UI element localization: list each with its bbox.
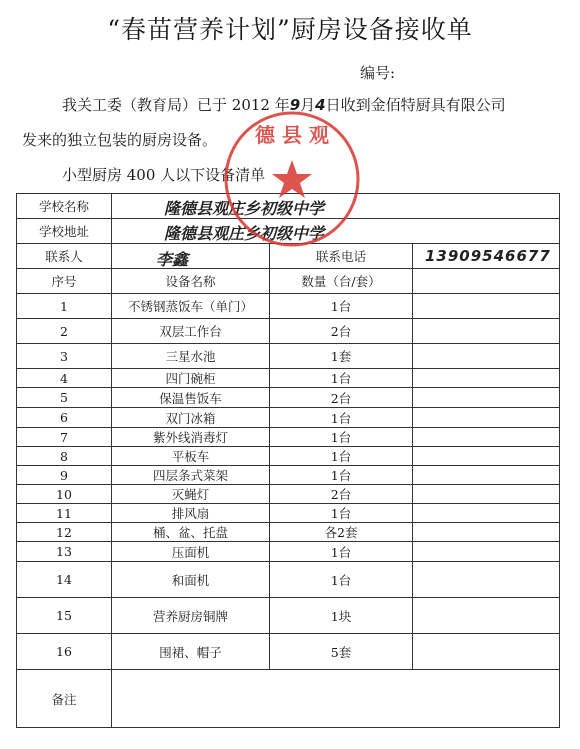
row-index: 8 [17, 447, 112, 466]
equipment-table [16, 193, 560, 728]
row-equipment-name: 保温售饭车 [112, 388, 270, 408]
row-equipment-name: 压面机 [112, 542, 270, 562]
phone-value: 13909546677 [425, 247, 551, 265]
row-index: 4 [17, 369, 112, 388]
school-name-row [17, 194, 560, 219]
row-quantity: 1套 [270, 344, 413, 369]
row-quantity: 1台 [270, 466, 413, 485]
row-index: 9 [17, 466, 112, 485]
row-quantity: 1台 [270, 504, 413, 523]
row-blank [413, 408, 560, 428]
row-index: 15 [17, 598, 112, 634]
header-quantity: 数量（台/套） [270, 269, 413, 294]
row-blank [413, 319, 560, 344]
row-index: 16 [17, 634, 112, 670]
row-equipment-name: 灭蝇灯 [112, 485, 270, 504]
row-quantity: 1台 [270, 428, 413, 447]
table-row [17, 344, 560, 369]
row-equipment-name: 四层条式菜架 [112, 466, 270, 485]
row-equipment-name: 平板车 [112, 447, 270, 466]
row-quantity: 1台 [270, 408, 413, 428]
row-equipment-name: 营养厨房铜牌 [112, 598, 270, 634]
serial-number-label: 编号: [360, 64, 396, 82]
row-index: 3 [17, 344, 112, 369]
contact-value: 李鑫 [156, 250, 189, 269]
row-index: 11 [17, 504, 112, 523]
row-quantity: 1台 [270, 369, 413, 388]
row-index: 13 [17, 542, 112, 562]
header-equipment-name: 设备名称 [112, 269, 270, 294]
table-row [17, 408, 560, 428]
school-address-row [17, 219, 560, 244]
row-blank [413, 344, 560, 369]
row-equipment-name: 和面机 [112, 562, 270, 598]
row-quantity: 1台 [270, 294, 413, 319]
table-row [17, 319, 560, 344]
phone-value-cell [413, 244, 560, 269]
row-index: 1 [17, 294, 112, 319]
row-blank [413, 598, 560, 634]
row-blank [413, 542, 560, 562]
contact-value-cell [112, 244, 270, 269]
row-blank [413, 504, 560, 523]
remarks-label: 备注 [17, 670, 112, 728]
remarks-row [17, 670, 560, 728]
row-index: 2 [17, 319, 112, 344]
row-equipment-name: 围裙、帽子 [112, 634, 270, 670]
row-blank [413, 369, 560, 388]
row-equipment-name: 紫外线消毒灯 [112, 428, 270, 447]
row-blank [413, 485, 560, 504]
row-blank [413, 294, 560, 319]
row-quantity: 各2套 [270, 523, 413, 542]
intro-month-text: 月 [300, 96, 316, 114]
row-index: 6 [17, 408, 112, 428]
row-equipment-name: 桶、盆、托盘 [112, 523, 270, 542]
row-index: 12 [17, 523, 112, 542]
school-address-label: 学校地址 [17, 219, 112, 244]
table-row [17, 504, 560, 523]
intro-suffix: 日收到金佰特厨具有限公司 [325, 96, 506, 114]
table-row [17, 369, 560, 388]
row-quantity: 1台 [270, 542, 413, 562]
table-row [17, 634, 560, 670]
handwritten-month: 9 [289, 96, 301, 114]
contact-row [17, 244, 560, 269]
intro-line-1 [62, 94, 506, 115]
row-quantity: 1块 [270, 598, 413, 634]
row-blank [413, 428, 560, 447]
table-row [17, 447, 560, 466]
row-equipment-name: 排风扇 [112, 504, 270, 523]
row-quantity: 2台 [270, 388, 413, 408]
remarks-value [112, 670, 560, 728]
table-row [17, 294, 560, 319]
row-quantity: 1台 [270, 447, 413, 466]
school-name-label: 学校名称 [17, 194, 112, 219]
school-address-value: 隆德县观庄乡初级中学 [164, 224, 325, 243]
school-name-value: 隆德县观庄乡初级中学 [164, 199, 325, 218]
row-quantity: 1台 [270, 562, 413, 598]
table-row [17, 562, 560, 598]
table-row [17, 523, 560, 542]
row-quantity: 5套 [270, 634, 413, 670]
handwritten-day: 4 [315, 96, 326, 114]
row-index: 10 [17, 485, 112, 504]
header-row [17, 269, 560, 294]
row-quantity: 2台 [270, 319, 413, 344]
row-index: 5 [17, 388, 112, 408]
seal-text: 德 县 观 [255, 123, 329, 147]
contact-label: 联系人 [17, 244, 112, 269]
form-title: “春苗营养计划”厨房设备接收单 [107, 15, 473, 44]
row-blank [413, 388, 560, 408]
row-index: 14 [17, 562, 112, 598]
table-row [17, 485, 560, 504]
table-row [17, 542, 560, 562]
intro-prefix: 我关工委（教育局）已于 2012 年 [62, 96, 290, 114]
row-equipment-name: 双门冰箱 [112, 408, 270, 428]
row-equipment-name: 四门碗柜 [112, 369, 270, 388]
row-quantity: 2台 [270, 485, 413, 504]
school-address-value-cell [112, 219, 560, 244]
row-blank [413, 634, 560, 670]
phone-label: 联系电话 [270, 244, 413, 269]
header-blank [413, 269, 560, 294]
table-row [17, 466, 560, 485]
intro-line-2: 发来的独立包装的厨房设备。 [22, 131, 218, 149]
intro-line-3: 小型厨房 400 人以下设备清单 [62, 166, 266, 184]
table-row [17, 388, 560, 408]
row-blank [413, 562, 560, 598]
row-blank [413, 523, 560, 542]
row-equipment-name: 三星水池 [112, 344, 270, 369]
header-index: 序号 [17, 269, 112, 294]
row-equipment-name: 双层工作台 [112, 319, 270, 344]
row-index: 7 [17, 428, 112, 447]
table-row [17, 598, 560, 634]
row-blank [413, 447, 560, 466]
row-equipment-name: 不锈钢蒸饭车（单门） [112, 294, 270, 319]
school-name-value-cell [112, 194, 560, 219]
row-blank [413, 466, 560, 485]
table-row [17, 428, 560, 447]
